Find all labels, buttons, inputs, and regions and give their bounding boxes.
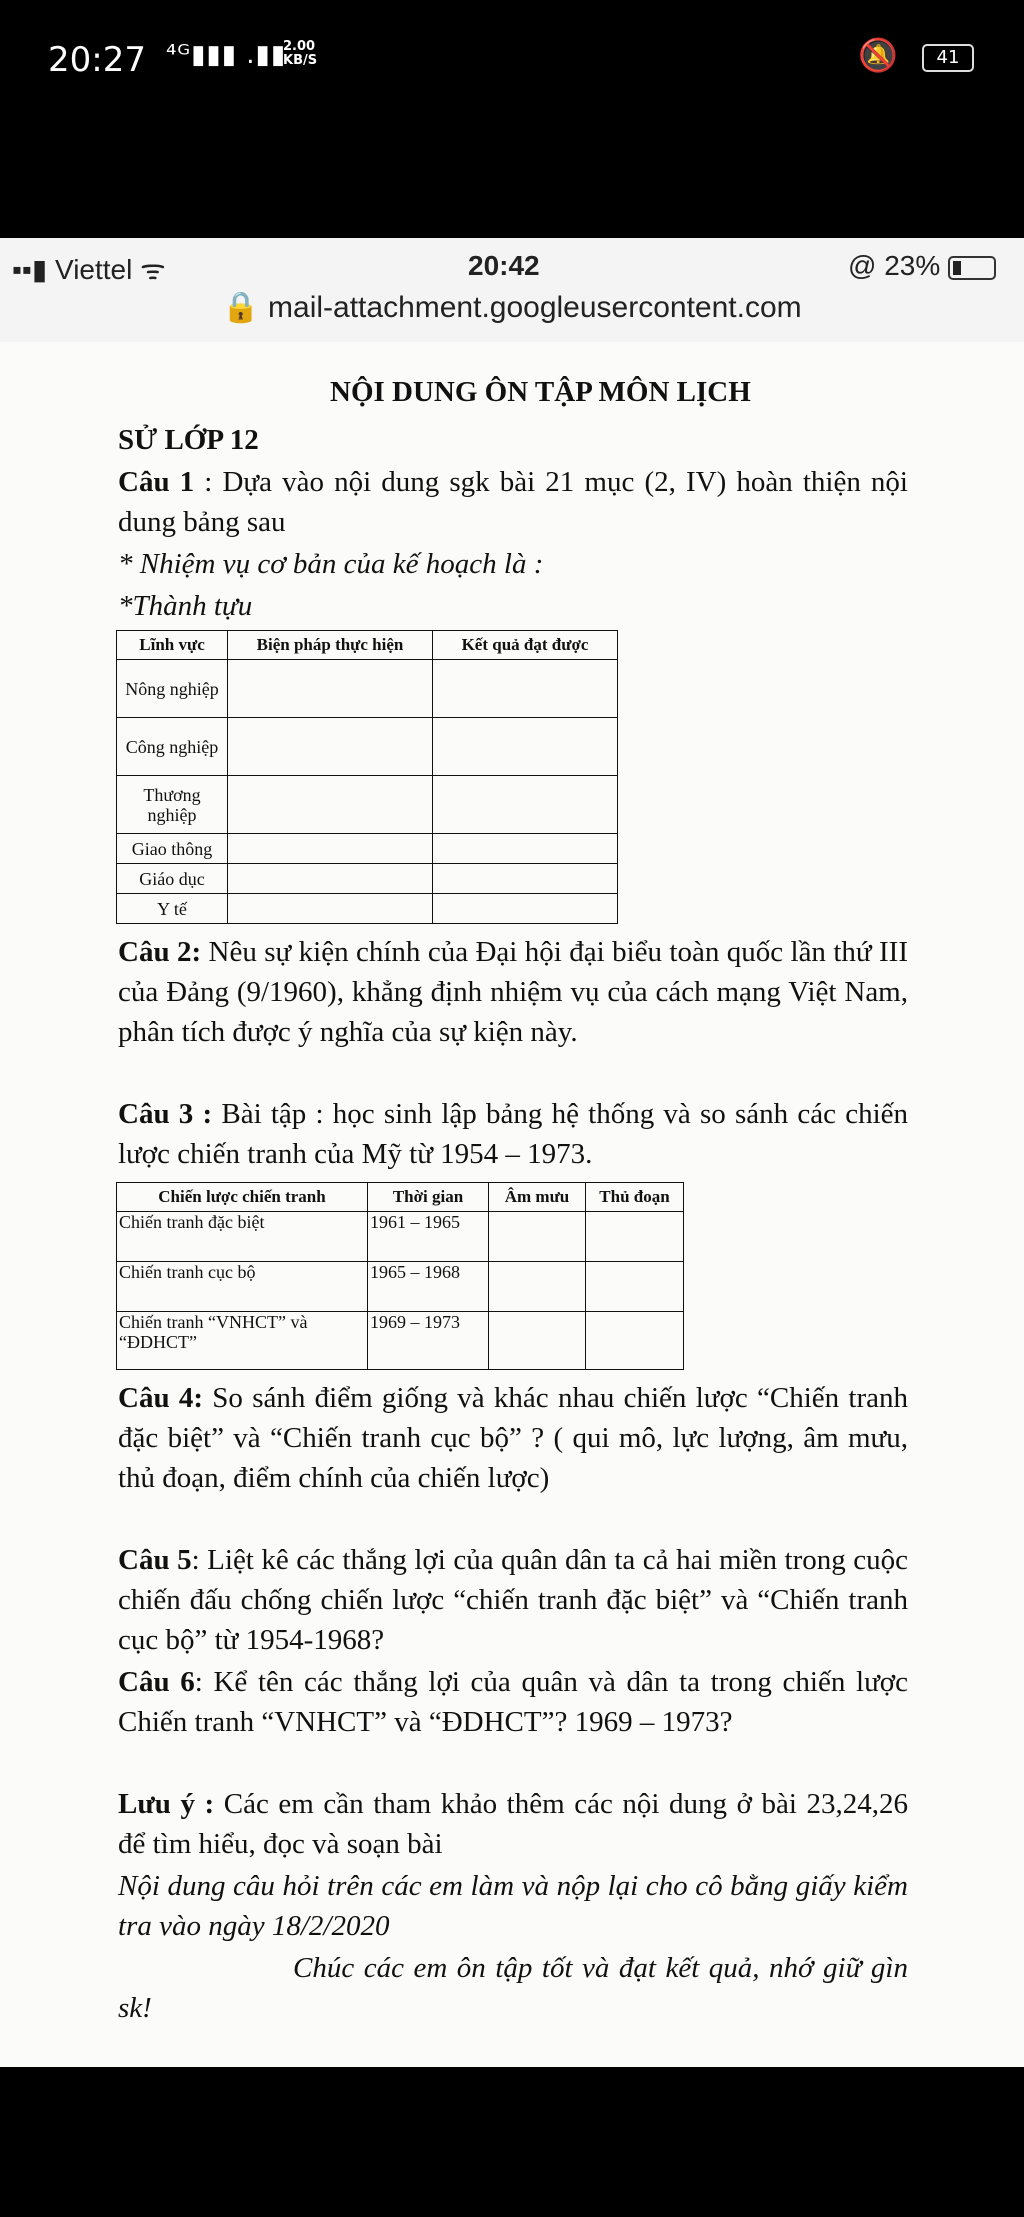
network-speed: 2.00 KB/S xyxy=(283,39,318,68)
phone-status-bar xyxy=(0,0,1024,238)
mute-icon: 🔕 xyxy=(858,36,898,74)
closing-text: Chúc các em ôn tập tốt và đạt kết quả, nhớ giữ gìn sk! xyxy=(118,1952,908,2024)
q1-point: * Nhiệm vụ cơ bản của kế hoạch là : xyxy=(118,548,544,580)
table-header: Lĩnh vực xyxy=(117,631,228,660)
table-cell: Chiến tranh cục bộ xyxy=(117,1262,368,1312)
browser-header xyxy=(0,238,1024,342)
signal-icon: ⁴ᴳ▮▮▮ .▮▮ xyxy=(166,40,287,70)
table-cell: 1965 – 1968 xyxy=(368,1262,489,1312)
address-bar[interactable]: 🔒 mail-attachment.googleusercontent.com xyxy=(222,291,802,324)
question-3: Câu 3 : Bài tập : học sinh lập bảng hệ thống và so sánh các chiến lược chiến tranh của Mỹ từ 1954 – 1973. xyxy=(118,1098,908,1170)
q1-achievements: *Thành tựu xyxy=(118,590,253,622)
table-row-label: Nông nghiệp xyxy=(117,660,228,718)
table-row-label: Công nghiệp xyxy=(117,718,228,776)
table-header: Âm mưu xyxy=(489,1183,586,1212)
battery-percent: @ 23% xyxy=(848,250,996,282)
table-header: Biện pháp thực hiện xyxy=(228,631,433,660)
achievements-table xyxy=(116,630,618,924)
question-6: Câu 6: Kể tên các thắng lợi của quân và dân ta trong chiến lược Chiến tranh “VNHCT” và “ĐDHCT”? 1969 – 1973? xyxy=(118,1666,909,1738)
doc-subtitle: SỬ LỚP 12 xyxy=(118,424,259,456)
browser-clock: 20:42 xyxy=(468,250,540,281)
question-4: Câu 4: So sánh điểm giống và khác nhau chiến lược “Chiến tranh đặc biệt” và “Chiến tranh cục bộ” ? ( qui mô, lực lượng, âm mưu, thủ đoạn, điểm chính của chiến lược) xyxy=(118,1382,908,1494)
table-row-label: Y tế xyxy=(117,894,228,924)
question-1: Câu 1 : Dựa vào nội dung sgk bài 21 mục (2, IV) hoàn thiện nội dung bảng sau xyxy=(118,466,908,538)
table-header: Thời gian xyxy=(368,1183,489,1212)
table-cell: 1969 – 1973 xyxy=(368,1312,489,1370)
table-cell: 1961 – 1965 xyxy=(368,1212,489,1262)
table-header: Thủ đoạn xyxy=(586,1183,684,1212)
status-time: 20:27 xyxy=(48,40,146,80)
battery-icon: 41 xyxy=(922,44,974,72)
carrier-label: ▪▪▮ Viettel ᯤ xyxy=(12,254,166,285)
table-row-label: Giáo dục xyxy=(117,864,228,894)
question-5: Câu 5: Liệt kê các thắng lợi của quân dân ta cả hai miền trong cuộc chiến đấu chống chiến lược “chiến tranh đặc biệt” và “Chiến tranh cục bộ” từ 1954-1968? xyxy=(118,1544,908,1656)
doc-title: NỘI DUNG ÔN TẬP MÔN LỊCH xyxy=(330,376,751,408)
note-2: Nội dung câu hỏi trên các em làm và nộp lại cho cô bằng giấy kiểm tra vào ngày 18/2/2020 xyxy=(118,1870,908,1942)
note: Lưu ý : Các em cần tham khảo thêm các nội dung ở bài 23,24,26 để tìm hiểu, đọc và soạn bài xyxy=(118,1788,908,1860)
document-page xyxy=(0,342,1024,2067)
battery-icon xyxy=(948,256,996,280)
table-header: Chiến lược chiến tranh xyxy=(117,1183,368,1212)
table-header: Kết quả đạt được xyxy=(433,631,618,660)
table-cell: Chiến tranh đặc biệt xyxy=(117,1212,368,1262)
war-strategy-table xyxy=(116,1182,684,1370)
table-cell: Chiến tranh “VNHCT” và “ĐDHCT” xyxy=(117,1312,368,1370)
table-row-label: Thương nghiệp xyxy=(117,776,228,834)
question-2: Câu 2: Nêu sự kiện chính của Đại hội đại biểu toàn quốc lần thứ III của Đảng (9/1960), khẳng định nhiệm vụ của cách mạng Việt Nam, phân tích được ý nghĩa của sự kiện này. xyxy=(118,936,908,1048)
table-row-label: Giao thông xyxy=(117,834,228,864)
bottom-black-bar xyxy=(0,2067,1024,2217)
